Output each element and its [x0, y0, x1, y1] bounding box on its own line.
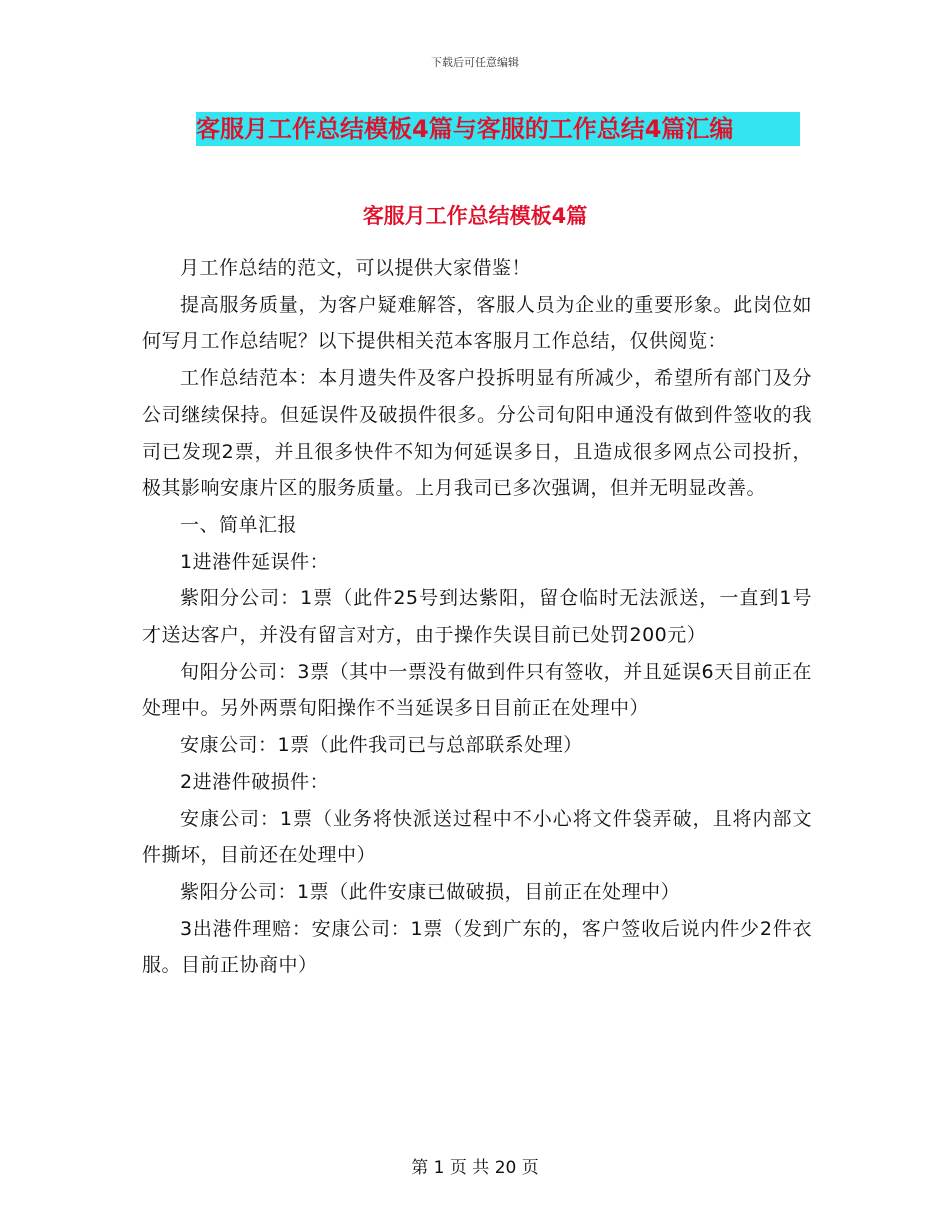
document-body: [142, 250, 812, 984]
section-heading: 一、简单汇报: [180, 513, 298, 536]
paragraph: 3出港件理赔：安康公司：1票（发到广东的，客户签收后说内件少2件衣服。目前正协商中）: [142, 917, 812, 977]
paragraph: 提高服务质量，为客户疑难解答，客服人员为企业的重要形象。此岗位如何写月工作总结呢？以下提供相关范本客服月工作总结，仅供阅览：: [142, 293, 812, 353]
paragraph: 1进港件延误件：: [180, 550, 330, 573]
paragraph: 紫阳分公司：1票（此件安康已做破损，目前正在处理中）: [180, 880, 681, 903]
header-note: 下载后可任意编辑: [431, 56, 519, 69]
paragraph: 月工作总结的范文，可以提供大家借鉴！: [180, 257, 532, 279]
document-subtitle: 客服月工作总结模板4篇: [362, 204, 588, 228]
page-number-footer: 第 1 页 共 20 页: [411, 1158, 539, 1178]
paragraph: 紫阳分公司：1票（此件25号到达紫阳，留仓临时无法派送，一直到1号才送达客户，并没有留言对方，由于操作失误目前已处罚200元）: [142, 587, 812, 647]
main-title-highlight: [196, 112, 800, 146]
paragraph: 安康公司：1票（业务将快派送过程中不小心将文件袋弄破，且将内部文件撕坏，目前还在处理中）: [142, 807, 812, 867]
document-title: 客服月工作总结模板4篇与客服的工作总结4篇汇编: [196, 115, 734, 143]
paragraph: 旬阳分公司：3票（其中一票没有做到件只有签收，并且延误6天目前正在处理中。另外两票旬阳操作不当延误多日目前正在处理中）: [142, 660, 812, 720]
paragraph: 2进港件破损件：: [180, 770, 330, 793]
paragraph: 安康公司：1票（此件我司已与总部联系处理）: [180, 734, 583, 757]
paragraph: 工作总结范本：本月遗失件及客户投拆明显有所减少，希望所有部门及分公司继续保持。但延误件及破损件很多。分公司旬阳申通没有做到件签收的我司已发现2票，并且很多快件不知为何延误多日，且造成很多网点公司投折，极其影响安康片区的服务质量。上月我司已多次强调，但并无明显改善。: [142, 367, 812, 500]
